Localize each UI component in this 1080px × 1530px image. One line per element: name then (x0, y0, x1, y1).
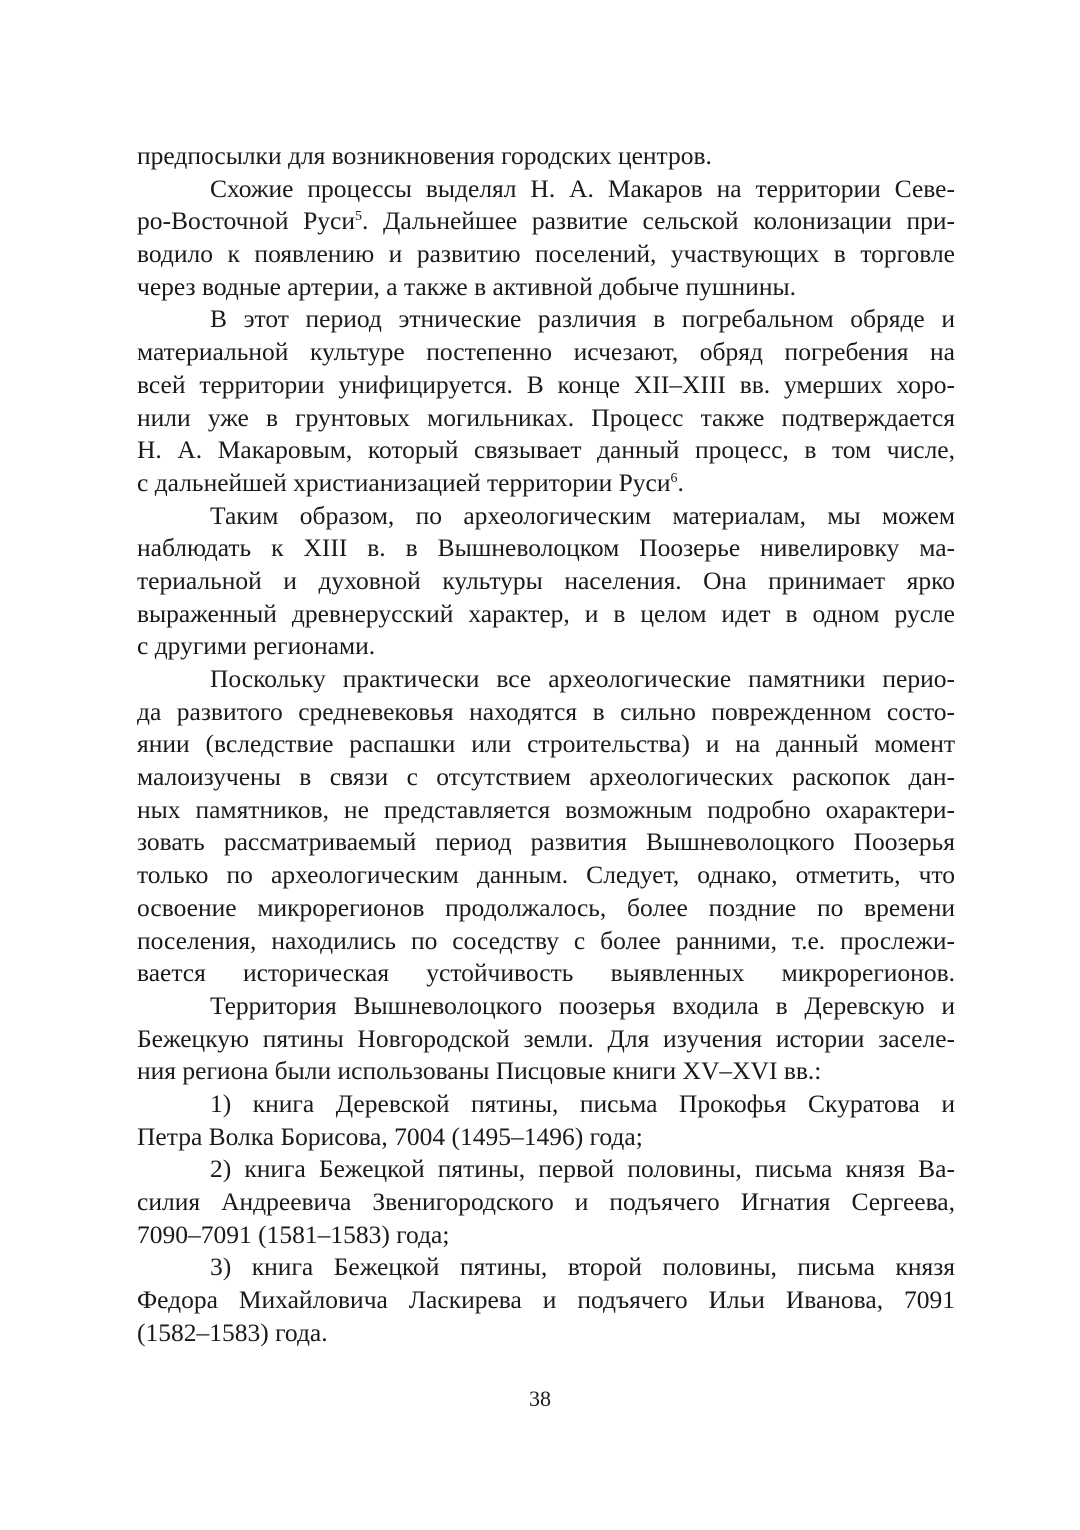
paragraph-2 (137, 173, 955, 304)
text-line (137, 205, 955, 238)
text-line: янии (вследствие распашки или строительства) и на данный момент (137, 729, 955, 759)
text-segment: с дальнейшей христианизацией территории Руси (137, 467, 671, 497)
paragraph-5 (137, 663, 955, 990)
text-line: зовать рассматриваемый период развития Вышневолоцкого Поозерья (137, 827, 955, 857)
text-line: (1582–1583) года. (137, 1317, 328, 1347)
text-line (137, 467, 955, 500)
text-segment: ро-Восточной Руси (137, 206, 356, 236)
text-line: Петра Волка Борисова, 7004 (1495–1496) года; (137, 1121, 643, 1151)
text-line: с другими регионами. (137, 631, 376, 661)
text-line: Территория Вышневолоцкого поозерья входила в Деревскую и (210, 990, 955, 1020)
text-line: силия Андреевича Звенигородского и подъячего Игнатия Сергеева, (137, 1187, 955, 1216)
text-line: нили уже в грунтовых могильниках. Процесс также подтверждается (137, 402, 955, 432)
text-line: Федора Михайловича Ласкирева и подъячего Ильи Иванова, 7091 (137, 1285, 955, 1315)
text-line: водило к появлению и развитию поселений, участвующих в торговле (137, 239, 955, 269)
text-line: Таким образом, по археологическим материалам, мы можем (210, 500, 955, 530)
page-body (137, 140, 955, 1349)
text-line: Схожие процессы выделял Н. А. Макаров на территории Севе- (210, 173, 955, 203)
text-segment: . Дальнейшее развитие сельской колонизации при- (362, 206, 955, 236)
text-line: через водные артерии, а также в активной добыче пушнины. (137, 271, 796, 301)
text-line: 1) книга Деревской пятины, письма Прокофья Скуратова и (210, 1088, 955, 1118)
paragraph-6 (137, 990, 955, 1088)
text-line: В этот период этнические различия в погребальном обряде и (210, 304, 955, 334)
text-line: предпосылки для возникновения городских центров. (137, 141, 712, 170)
text-line: ных памятников, не представляется возможным подробно охарактери- (137, 794, 955, 824)
text-line: Поскольку практически все археологические памятники перио- (210, 664, 955, 693)
list-item-1 (137, 1088, 955, 1153)
text-line: териальной и духовной культуры населения. Она принимает ярко (137, 565, 955, 595)
text-line: выраженный древнерусский характер, и в целом идет в одном русле (137, 598, 955, 628)
text-line: Бежецкую пятины Новгородской земли. Для изучения истории заселе- (137, 1023, 955, 1053)
paragraph-3 (137, 303, 955, 499)
text-line: ния региона были использованы Писцовые книги XV–XVI вв.: (137, 1056, 822, 1086)
page-number: 38 (529, 1386, 551, 1411)
text-line: наблюдать к XIII в. в Вышневолоцком Поозерье нивелировку ма- (137, 533, 955, 563)
list-item-3 (137, 1251, 955, 1349)
text-line: малоизучены в связи с отсутствием археологических раскопок дан- (137, 762, 955, 792)
text-segment: . (677, 467, 684, 497)
text-line: да развитого средневековья находятся в сильно поврежденном состо- (137, 696, 955, 726)
footnote-ref-6: 6 (670, 470, 678, 486)
text-line: вается историческая устойчивость выявленных микрорегионов. (137, 958, 955, 988)
list-item-2 (137, 1153, 955, 1251)
text-line: всей территории унифицируется. В конце XII–XIII вв. умерших хоро- (137, 369, 955, 399)
text-line: только по археологическим данным. Следует, однако, отметить, что (137, 860, 955, 890)
text-line: 2) книга Бежецкой пятины, первой половины, письма князя Ва- (210, 1154, 955, 1184)
text-line: освоение микрорегионов продолжалось, более поздние по времени (137, 892, 955, 922)
text-line: материальной культуре постепенно исчезают, обряд погребения на (137, 337, 955, 367)
paragraph-4 (137, 500, 955, 663)
text-line: 3) книга Бежецкой пятины, второй половины, письма князя (210, 1252, 955, 1282)
text-line: 7090–7091 (1581–1583) года; (137, 1219, 450, 1249)
footnote-ref-5: 5 (355, 209, 363, 225)
text-line: Н. А. Макаровым, который связывает данный процесс, в том числе, (137, 435, 955, 465)
paragraph-1 (137, 140, 955, 173)
text-line: поселения, находились по соседству с более ранними, т.е. прослежи- (137, 925, 955, 955)
